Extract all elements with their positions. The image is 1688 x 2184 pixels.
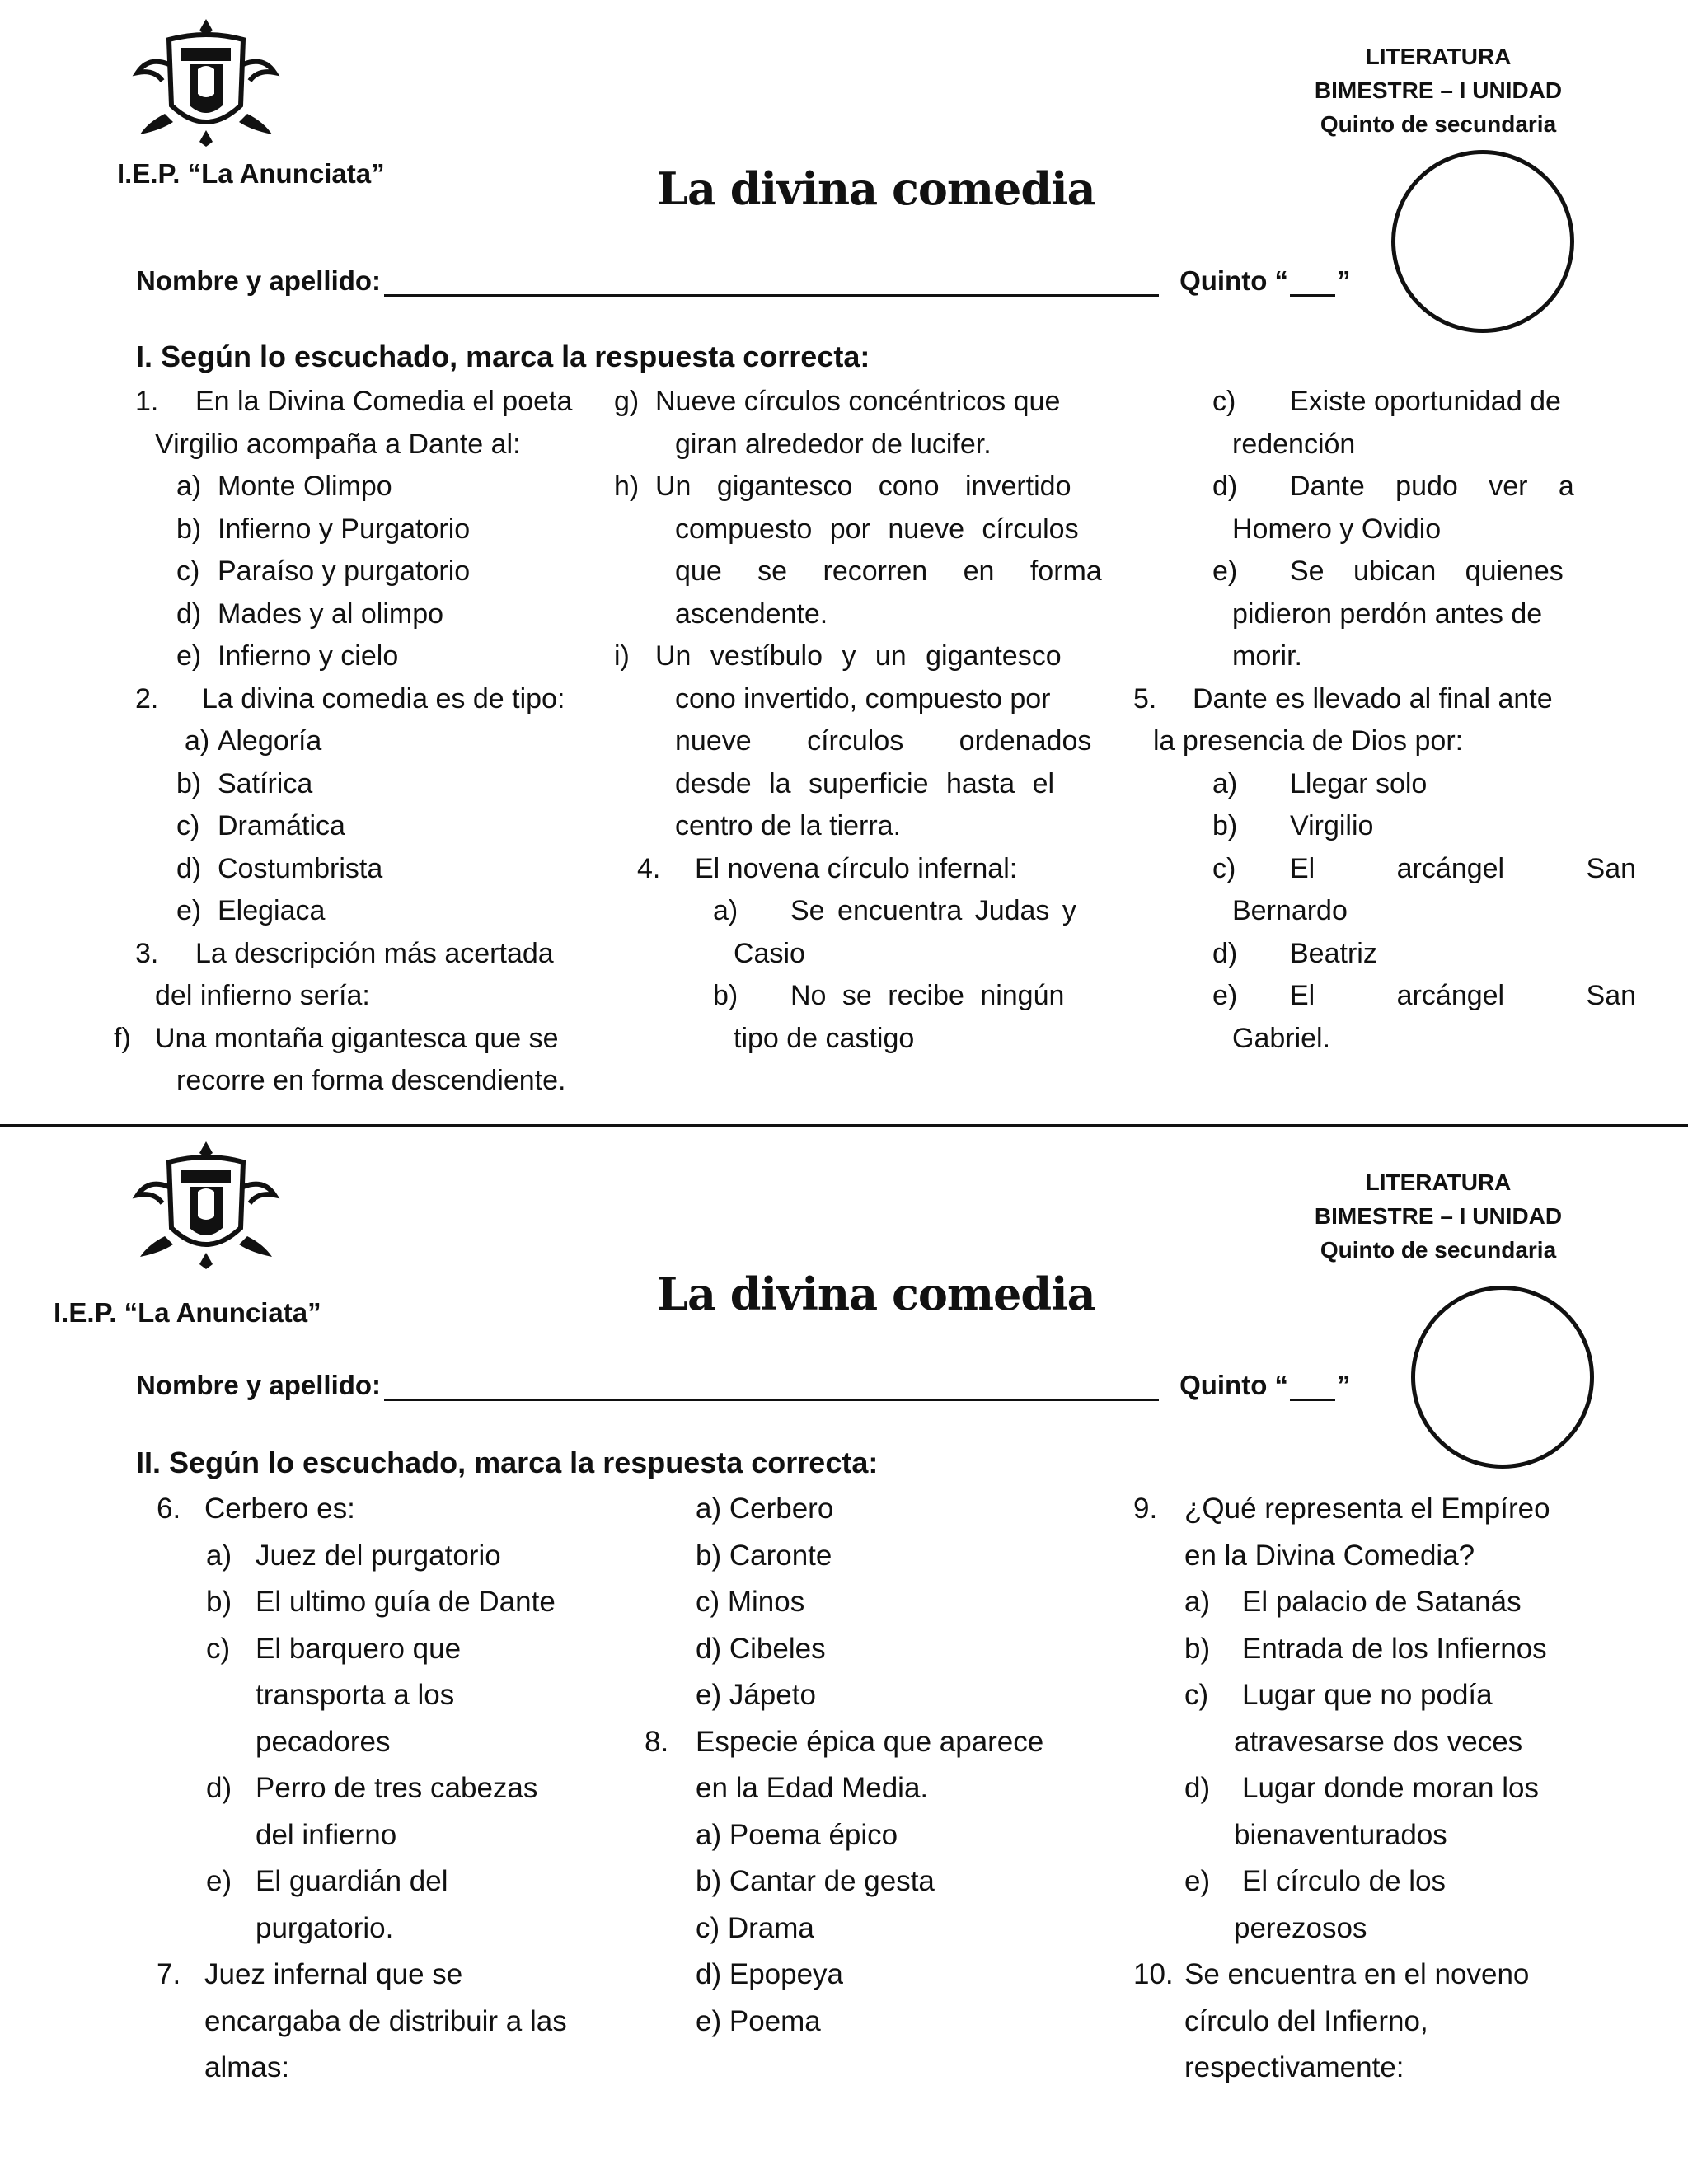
- column-3: [1133, 1486, 1595, 2092]
- course-info: [1306, 40, 1570, 141]
- answer-option[interactable]: i) Un vestíbulo y un gigantesco: [614, 640, 1062, 672]
- answer-option-cont: desde la superficie hasta el: [675, 767, 1055, 799]
- answer-option[interactable]: e) El arcángel San: [1212, 980, 1637, 1011]
- question-text: En la Divina Comedia el poeta: [195, 386, 573, 417]
- grade-label: Quinto “: [1179, 1370, 1289, 1400]
- course-period: BIMESTRE – I UNIDAD: [1314, 1203, 1563, 1229]
- column-2: [645, 1486, 1106, 2045]
- answer-option-cont: Homero y Ovidio: [1232, 513, 1442, 545]
- answer-option[interactable]: e) Poema: [696, 2004, 821, 2037]
- answer-option[interactable]: b) Entrada de los Infiernos: [1184, 1632, 1547, 1665]
- question-text: en la Edad Media.: [696, 1772, 929, 1804]
- name-label: Nombre y apellido:: [136, 1370, 382, 1400]
- question-number: 10.: [1133, 1958, 1174, 1990]
- answer-option[interactable]: b) Caronte: [696, 1539, 832, 1572]
- answer-option[interactable]: e) El guardián del: [206, 1865, 448, 1897]
- question-number: 4.: [637, 852, 661, 884]
- course-grade: Quinto de secundaria: [1320, 111, 1557, 137]
- exam-sheet-2: [0, 1127, 1688, 2184]
- answer-option-cont: recorre en forma descendiente.: [176, 1065, 566, 1096]
- answer-option-cont: centro de la tierra.: [675, 810, 902, 841]
- answer-option[interactable]: d) Lugar donde moran los: [1184, 1772, 1539, 1804]
- school-name: I.E.P. “La Anunciata”: [117, 158, 385, 189]
- question-text: Cerbero es:: [204, 1493, 355, 1525]
- answer-option[interactable]: e) Jápeto: [696, 1679, 816, 1711]
- answer-option[interactable]: h) Un gigantesco cono invertido: [614, 471, 1071, 502]
- answer-option-cont: transporta a los: [256, 1679, 455, 1711]
- answer-option[interactable]: e) Se ubican quienes: [1212, 555, 1564, 587]
- question-text: Virgilio acompaña a Dante al:: [155, 428, 521, 460]
- question-number: 5.: [1133, 682, 1157, 715]
- answer-option[interactable]: e) Infierno y cielo: [176, 640, 399, 672]
- answer-option-cont: Casio: [734, 937, 805, 969]
- answer-option[interactable]: c) Lugar que no podía: [1184, 1679, 1493, 1711]
- answer-option[interactable]: b) El ultimo guía de Dante: [206, 1586, 556, 1618]
- question-number: 1.: [135, 386, 159, 417]
- name-label: Nombre y apellido:: [136, 265, 382, 296]
- answer-option-cont: ascendente.: [675, 598, 828, 630]
- question-text: almas:: [204, 2051, 290, 2083]
- course-subject: LITERATURA: [1365, 1169, 1512, 1195]
- answer-option[interactable]: d) Dante pudo ver a: [1212, 471, 1574, 502]
- answer-option[interactable]: d) Costumbrista: [176, 852, 383, 884]
- answer-option[interactable]: a) Juez del purgatorio: [206, 1539, 501, 1572]
- answer-option-cont: atravesarse dos veces: [1234, 1725, 1523, 1758]
- question-number: 3.: [135, 937, 159, 969]
- grade-close: ”: [1337, 1370, 1351, 1400]
- question-number: 6.: [157, 1493, 181, 1525]
- answer-option-cont: morir.: [1232, 640, 1302, 672]
- answer-option-cont: cono invertido, compuesto por: [675, 682, 1051, 715]
- column-1: [157, 1486, 635, 2092]
- question-text: Se encuentra en el noveno: [1184, 1958, 1530, 1990]
- page-title: La divina comedia: [657, 1268, 1095, 1320]
- name-line: [136, 265, 1351, 297]
- question-number: 2.: [135, 682, 159, 715]
- answer-option[interactable]: a) Alegoría: [185, 725, 322, 757]
- name-line: [136, 1370, 1351, 1401]
- answer-option[interactable]: c) Minos: [696, 1586, 805, 1618]
- answer-option[interactable]: c) Paraíso y purgatorio: [176, 555, 471, 587]
- question-number: 9.: [1133, 1493, 1158, 1525]
- name-field[interactable]: [384, 272, 1159, 297]
- answer-option[interactable]: b) Satírica: [176, 767, 313, 799]
- question-text: ¿Qué representa el Empíreo: [1184, 1493, 1550, 1525]
- question-text: El novena círculo infernal:: [695, 852, 1018, 884]
- answer-option-cont: redención: [1232, 428, 1356, 460]
- question-text: del infierno sería:: [155, 980, 370, 1011]
- section-field[interactable]: [1290, 1376, 1335, 1401]
- answer-option[interactable]: d) Mades y al olimpo: [176, 598, 444, 630]
- school-name: I.E.P. “La Anunciata”: [54, 1297, 321, 1328]
- answer-option[interactable]: c) Dramática: [176, 810, 345, 841]
- school-crest-icon: [132, 1137, 280, 1269]
- answer-option[interactable]: d) Beatriz: [1212, 937, 1377, 969]
- question-number: 7.: [157, 1958, 181, 1990]
- question-text: La divina comedia es de tipo:: [202, 682, 565, 715]
- section-title: II. Según lo escuchado, marca la respuesta correcta:: [136, 1446, 879, 1479]
- answer-option-cont: Bernardo: [1232, 895, 1348, 926]
- score-circle: [1411, 1286, 1594, 1469]
- answer-option[interactable]: b) Infierno y Purgatorio: [176, 513, 471, 545]
- answer-option[interactable]: c) El arcángel San: [1212, 852, 1637, 884]
- answer-option-cont: giran alrededor de lucifer.: [675, 428, 992, 460]
- question-text: Dante es llevado al final ante: [1193, 682, 1553, 715]
- answer-option[interactable]: c) Drama: [696, 1911, 814, 1944]
- answer-option[interactable]: d) Epopeya: [696, 1958, 844, 1990]
- question-text: respectivamente:: [1184, 2051, 1404, 2083]
- course-subject: LITERATURA: [1365, 44, 1512, 69]
- answer-option[interactable]: b) Cantar de gesta: [696, 1865, 935, 1897]
- answer-option-cont: nueve círculos ordenados: [675, 725, 1092, 757]
- score-circle: [1391, 150, 1574, 333]
- school-crest-icon: [132, 15, 280, 147]
- section-title: I. Según lo escuchado, marca la respuesta correcta:: [136, 340, 870, 373]
- question-text: la presencia de Dios por:: [1153, 725, 1464, 757]
- grade-close: ”: [1337, 265, 1351, 296]
- answer-option[interactable]: a) Se encuentra Judas y: [713, 895, 1076, 926]
- page-title: La divina comedia: [657, 162, 1095, 215]
- course-period: BIMESTRE – I UNIDAD: [1314, 77, 1563, 103]
- answer-option[interactable]: b) No se recibe ningún: [713, 980, 1065, 1011]
- name-field[interactable]: [384, 1376, 1159, 1401]
- page-divider: [0, 1124, 1688, 1127]
- column-2: [614, 381, 1102, 1060]
- answer-option[interactable]: a) Monte Olimpo: [176, 471, 392, 502]
- grade-label: Quinto “: [1179, 265, 1289, 296]
- answer-option-cont: que se recorren en forma: [675, 555, 1102, 587]
- answer-option[interactable]: g) Nueve círculos concéntricos que: [614, 386, 1061, 417]
- answer-option[interactable]: b) Virgilio: [1212, 810, 1374, 841]
- column-3: [1133, 381, 1637, 1060]
- course-grade: Quinto de secundaria: [1320, 1237, 1557, 1263]
- answer-option[interactable]: a) El palacio de Satanás: [1184, 1586, 1522, 1618]
- answer-option-cont: perezosos: [1234, 1911, 1367, 1944]
- answer-option[interactable]: a) Poema épico: [696, 1818, 898, 1851]
- question-text: Juez infernal que se: [204, 1958, 463, 1990]
- answer-option-cont: purgatorio.: [256, 1911, 394, 1944]
- question-number: 8.: [645, 1725, 669, 1758]
- answer-option[interactable]: d) Perro de tres cabezas: [206, 1772, 538, 1804]
- question-text: encargaba de distribuir a las: [204, 2004, 567, 2037]
- question-text: círculo del Infierno,: [1184, 2004, 1428, 2037]
- answer-option[interactable]: d) Cibeles: [696, 1632, 826, 1665]
- answer-option[interactable]: c) Existe oportunidad de: [1212, 386, 1561, 417]
- answer-option[interactable]: f) Una montaña gigantesca que se: [114, 1022, 559, 1054]
- answer-option-cont: del infierno: [256, 1818, 397, 1851]
- answer-option-cont: pidieron perdón antes de: [1232, 598, 1543, 630]
- column-1: [114, 381, 573, 1103]
- answer-option[interactable]: a) Llegar solo: [1212, 767, 1428, 799]
- answer-option-cont: tipo de castigo: [734, 1022, 915, 1054]
- question-text: Especie épica que aparece: [696, 1725, 1044, 1758]
- question-text: La descripción más acertada: [195, 937, 554, 969]
- answer-option-cont: bienaventurados: [1234, 1818, 1447, 1851]
- answer-option[interactable]: e) El círculo de los: [1184, 1865, 1447, 1897]
- answer-option-cont: pecadores: [256, 1725, 391, 1758]
- course-info: [1306, 1165, 1570, 1267]
- answer-option-cont: compuesto por nueve círculos: [675, 513, 1079, 545]
- answer-option-cont: Gabriel.: [1232, 1022, 1331, 1054]
- question-text: en la Divina Comedia?: [1184, 1539, 1475, 1572]
- answer-option[interactable]: c) El barquero que: [206, 1632, 462, 1665]
- section-field[interactable]: [1290, 272, 1335, 297]
- answer-option[interactable]: e) Elegiaca: [176, 895, 326, 926]
- answer-option[interactable]: a) Cerbero: [696, 1493, 834, 1525]
